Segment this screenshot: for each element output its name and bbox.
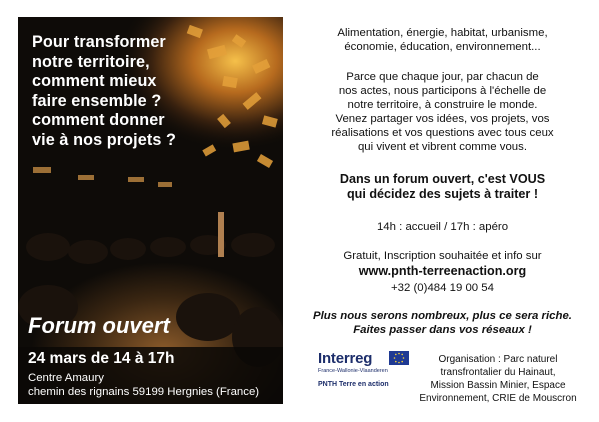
logo-subtitle: France-Wallonie-Vlaanderen — [318, 368, 388, 374]
event-date: 24 mars de 14 à 17h — [28, 350, 175, 367]
venue-address: chemin des rignains 59199 Hergnies (France) — [28, 386, 260, 398]
headline-line: comment mieux — [32, 72, 157, 90]
themes-line: économie, éducation, environnement... — [344, 41, 541, 53]
headline-line: faire ensemble ? — [32, 91, 162, 110]
organisation-line: Organisation : Parc naturel — [438, 354, 558, 365]
event-name: Forum ouvert — [28, 313, 170, 338]
poster-headline — [32, 33, 282, 150]
logo-project: PNTH Terre en action — [318, 381, 389, 388]
organisation-line: Mission Bassin Minier, Espace — [430, 380, 566, 391]
themes-line: Alimentation, énergie, habitat, urbanisme, — [337, 27, 548, 39]
paragraph-line: qui vivent et vibrent comme vous. — [357, 141, 528, 153]
paragraph-line: Venez partager vos idées, vos projets, vos — [335, 113, 550, 125]
headline-line: notre territoire, — [32, 52, 150, 71]
registration-text: Gratuit, Inscription souhaitée et info sur — [343, 250, 542, 262]
callout-line: Dans un forum ouvert, c'est VOUS — [339, 172, 546, 186]
phone-number: +32 (0)484 19 00 54 — [391, 282, 494, 294]
interreg-logo — [318, 350, 413, 394]
website-link[interactable]: www.pnth-terreenaction.org — [358, 264, 527, 278]
closing-line: Faites passer dans vos réseaux ! — [353, 324, 532, 336]
event-venue — [28, 371, 259, 399]
headline-line: Pour transformer — [32, 33, 166, 51]
headline-line: comment donner — [32, 111, 165, 129]
headline-line: vie à nos projets ? — [32, 130, 177, 149]
paragraph-line: notre territoire, à construire le monde. — [347, 99, 538, 111]
closing-text — [300, 309, 585, 337]
organisation-line: transfrontalier du Hainaut, — [440, 367, 556, 378]
organisation-text — [413, 353, 583, 405]
forum-callout — [300, 172, 585, 202]
paragraph-line: Parce que chaque jour, par chacun de — [346, 71, 539, 83]
venue-name: Centre Amaury — [28, 372, 104, 384]
themes-text — [300, 26, 585, 54]
paragraph-line: réalisations et vos questions avec tous ceux — [331, 127, 554, 139]
event-photo — [18, 17, 283, 404]
schedule-text: 14h : accueil / 17h : apéro — [376, 221, 509, 233]
closing-line: Plus nous serons nombreux, plus ce sera riche. — [313, 310, 572, 322]
callout-line: qui décidez des sujets à traiter ! — [346, 187, 539, 201]
intro-paragraph — [300, 70, 585, 154]
organisation-line: Environnement, CRIE de Mouscron — [419, 393, 577, 404]
eu-flag-icon — [389, 351, 409, 365]
paragraph-line: nos actes, nous participons à l'échelle de — [338, 85, 547, 97]
logo-wordmark: Interreg — [318, 350, 373, 367]
